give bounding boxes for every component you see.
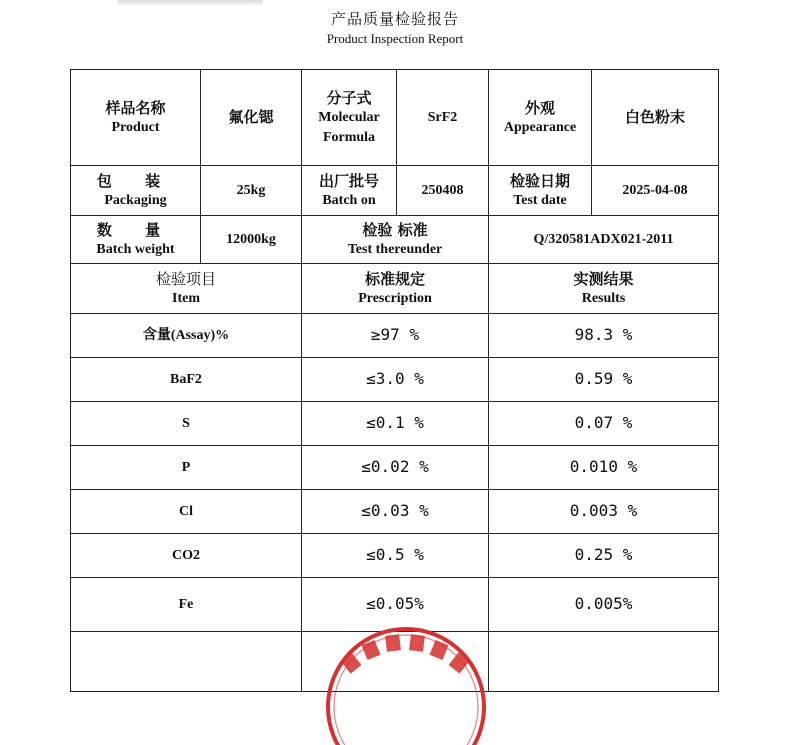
info-row-weight: [71, 216, 719, 264]
report-title-en: Product Inspection Report: [326, 31, 464, 46]
row-result: 0.25 %: [489, 534, 719, 578]
row-result: 0.005%: [489, 578, 719, 632]
batch-label: 出厂批号 Batch on: [302, 166, 397, 216]
column-header-row: [71, 264, 719, 314]
batch-value: 250408: [397, 166, 489, 216]
column-header-prescription: 标准规定 Prescription: [302, 264, 489, 314]
footer-cell: [489, 632, 719, 692]
table-row: [71, 314, 719, 358]
appearance-label: 外观 Appearance: [489, 70, 592, 166]
row-prescription: ≤0.1 %: [302, 402, 489, 446]
row-item: BaF2: [71, 358, 302, 402]
row-item: CO2: [71, 534, 302, 578]
row-prescription: ≤0.03 %: [302, 490, 489, 534]
formula-value: SrF2: [397, 70, 489, 166]
table-row: [71, 358, 719, 402]
packaging-value: 25kg: [201, 166, 302, 216]
scan-artifact: [118, 0, 263, 6]
appearance-value: 白色粉末: [592, 70, 719, 166]
standard-label: 检验 标准 Test thereunder: [302, 216, 489, 264]
row-item: Cl: [71, 490, 302, 534]
weight-label: 数 量 Batch weight: [71, 216, 201, 264]
row-result: 0.010 %: [489, 446, 719, 490]
packaging-label: 包 装 Packaging: [71, 166, 201, 216]
row-prescription: ≤3.0 %: [302, 358, 489, 402]
report-title-zh: 产品质量检验报告: [330, 10, 459, 28]
formula-label: 分子式 Molecular Formula: [302, 70, 397, 166]
column-header-results: 实测结果 Results: [489, 264, 719, 314]
row-result: 0.59 %: [489, 358, 719, 402]
row-item: P: [71, 446, 302, 490]
row-prescription: ≥97 %: [302, 314, 489, 358]
product-value: 氟化锶: [201, 70, 302, 166]
weight-value: 12000kg: [201, 216, 302, 264]
table-row: [71, 446, 719, 490]
table-row: [71, 578, 719, 632]
row-prescription: ≤0.5 %: [302, 534, 489, 578]
table-row: [71, 534, 719, 578]
inspection-table: [70, 69, 719, 692]
row-item: S: [71, 402, 302, 446]
testdate-value: 2025-04-08: [592, 166, 719, 216]
product-label: 样品名称 Product: [71, 70, 201, 166]
row-prescription: ≤0.05%: [302, 578, 489, 632]
standard-value: Q/320581ADX021-2011: [489, 216, 719, 264]
row-item: 含量(Assay)%: [71, 314, 302, 358]
row-prescription: ≤0.02 %: [302, 446, 489, 490]
company-seal-stamp: [322, 625, 490, 745]
footer-cell: [71, 632, 302, 692]
row-result: 0.07 %: [489, 402, 719, 446]
column-header-item: 检验项目 Item: [71, 264, 302, 314]
row-result: 0.003 %: [489, 490, 719, 534]
row-result: 98.3 %: [489, 314, 719, 358]
table-row: [71, 402, 719, 446]
info-row-packaging: [71, 166, 719, 216]
table-row: [71, 490, 719, 534]
info-row-product: [71, 70, 719, 166]
row-item: Fe: [71, 578, 302, 632]
testdate-label: 检验日期 Test date: [489, 166, 592, 216]
